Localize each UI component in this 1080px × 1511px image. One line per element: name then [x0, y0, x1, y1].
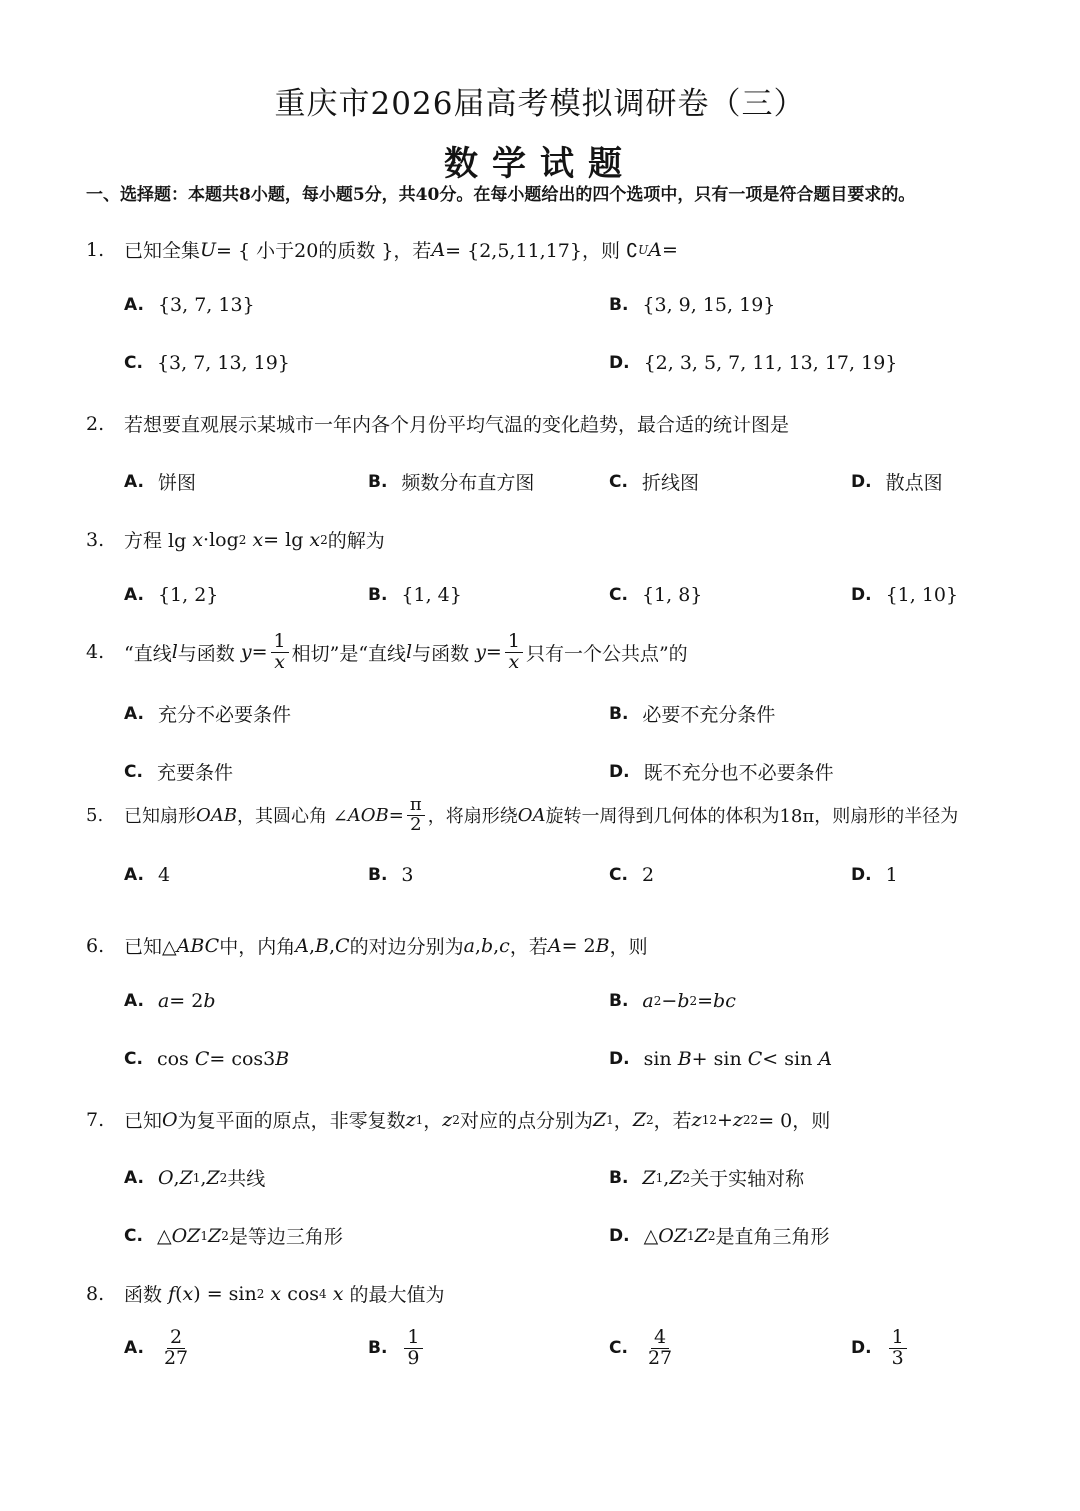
question-7-option-c: C. △ OZ 1 Z 2 是等边三角形: [124, 1224, 343, 1248]
question-3-stem: 3. 方程 lg x ·log 2 x = lg x 2 的解为: [86, 528, 385, 552]
question-2-option-b: B. 频数分布直方图: [368, 471, 535, 494]
question-4-option-d: D. 既不充分也不必要条件: [609, 761, 834, 784]
question-number: 7.: [86, 1108, 105, 1131]
fraction: $\frac{1}{x}$: [271, 632, 289, 673]
fraction: $\frac{4}{27}$: [647, 1326, 673, 1369]
question-1-option-d: D. {2, 3, 5, 7, 11, 13, 17, 19}: [609, 352, 898, 374]
question-4-option-c: C. 充要条件: [124, 761, 233, 784]
question-6-option-a: A. a = 2 b: [124, 990, 216, 1012]
question-3-option-a: A. {1, 2}: [124, 584, 219, 606]
question-4-option-a: A. 充分不必要条件: [124, 703, 291, 726]
fraction: $\frac{1}{9}$: [404, 1328, 422, 1369]
question-number: 4.: [86, 641, 105, 664]
question-7-option-b: B. Z 1 , Z 2 关于实轴对称: [609, 1166, 805, 1190]
question-6-stem: 6. 已知△ ABC 中，内角 A , B , C 的对边分别为 a , b , c ，若 A = 2 B ，则: [86, 934, 648, 958]
question-6-option-d: D. sin B + sin C < sin A: [609, 1048, 833, 1070]
fraction: $\frac{1}{3}$: [889, 1328, 907, 1369]
question-8-option-d: D. $\frac{1}{3}$: [851, 1328, 910, 1369]
fraction: $\frac{2}{27}$: [163, 1326, 189, 1369]
question-2-option-d: D. 散点图: [851, 471, 943, 494]
question-5-option-b: B. 3: [368, 864, 414, 886]
question-2-stem: 2. 若想要直观展示某城市一年内各个月份平均气温的变化趋势，最合适的统计图是: [86, 412, 790, 436]
question-1-option-b: B. {3, 9, 15, 19}: [609, 294, 776, 316]
question-number: 5.: [86, 804, 104, 826]
question-8-option-c: C. $\frac{4}{27}$: [609, 1328, 678, 1369]
question-1-option-c: C. {3, 7, 13, 19}: [124, 352, 290, 374]
question-2-option-c: C. 折线图: [609, 471, 699, 494]
question-8-option-b: B. $\frac{1}{9}$: [368, 1328, 426, 1369]
question-number: 3.: [86, 528, 105, 551]
question-6-option-b: B. a 2 − b 2 = bc: [609, 990, 736, 1012]
question-4-option-b: B. 必要不充分条件: [609, 703, 776, 726]
fraction: $\frac{1}{x}$: [505, 632, 523, 673]
question-1-option-a: A. {3, 7, 13}: [124, 294, 255, 316]
question-6-option-c: C. cos C = cos3 B: [124, 1048, 290, 1070]
question-8-option-a: A. $\frac{2}{27}$: [124, 1328, 194, 1369]
question-1-stem: 1. 已知全集 U = { 小于20的质数 }，若 A = {2,5,11,17}，则 ∁ U A =: [86, 238, 678, 262]
question-number: 2.: [86, 412, 105, 435]
question-5-stem: 5. 已知扇形 OAB ，其圆心角 ∠ AOB = $\frac{\pi}{2}$ ，将扇形绕 OA 旋转一周得到几何体的体积为18π，则扇形的半径为: [86, 794, 959, 835]
question-3-option-d: D. {1, 10}: [851, 584, 959, 606]
question-5-option-a: A. 4: [124, 864, 171, 886]
question-number: 1.: [86, 238, 105, 261]
exam-subtitle: 数学试题: [444, 144, 636, 184]
question-2-option-a: A. 饼图: [124, 471, 196, 494]
section-heading: 一、选择题：本题共8小题，每小题5分，共40分。在每小题给出的四个选项中，只有一项是符合题目要求的。: [86, 185, 916, 205]
question-7-option-d: D. △ OZ 1 Z 2 是直角三角形: [609, 1224, 830, 1248]
question-number: 6.: [86, 934, 105, 957]
question-5-option-d: D. 1: [851, 864, 898, 886]
question-7-option-a: A. O , Z 1 , Z 2 共线: [124, 1166, 266, 1190]
exam-title: 重庆市2026届高考模拟调研卷（三）: [274, 86, 806, 122]
question-3-option-c: C. {1, 8}: [609, 584, 703, 606]
question-8-stem: 8. 函数 f ( x ) = sin 2 x cos 4 x 的最大值为: [86, 1282, 445, 1306]
question-5-option-c: C. 2: [609, 864, 655, 886]
question-number: 8.: [86, 1282, 105, 1305]
question-7-stem: 7. 已知 O 为复平面的原点，非零复数 z 1 ， z 2 对应的点分别为 Z 1 ， Z 2 ，若 z 1 2 + z 2 2 = 0，则: [86, 1108, 831, 1132]
fraction: $\frac{\pi}{2}$: [407, 796, 425, 835]
question-3-option-b: B. {1, 4}: [368, 584, 462, 606]
question-4-stem: 4. “直线 l 与函数 y = $\frac{1}{x}$ 相切”是“直线 l 与函数 y = $\frac{1}{x}$ 只有一个公共点”的: [86, 630, 688, 673]
